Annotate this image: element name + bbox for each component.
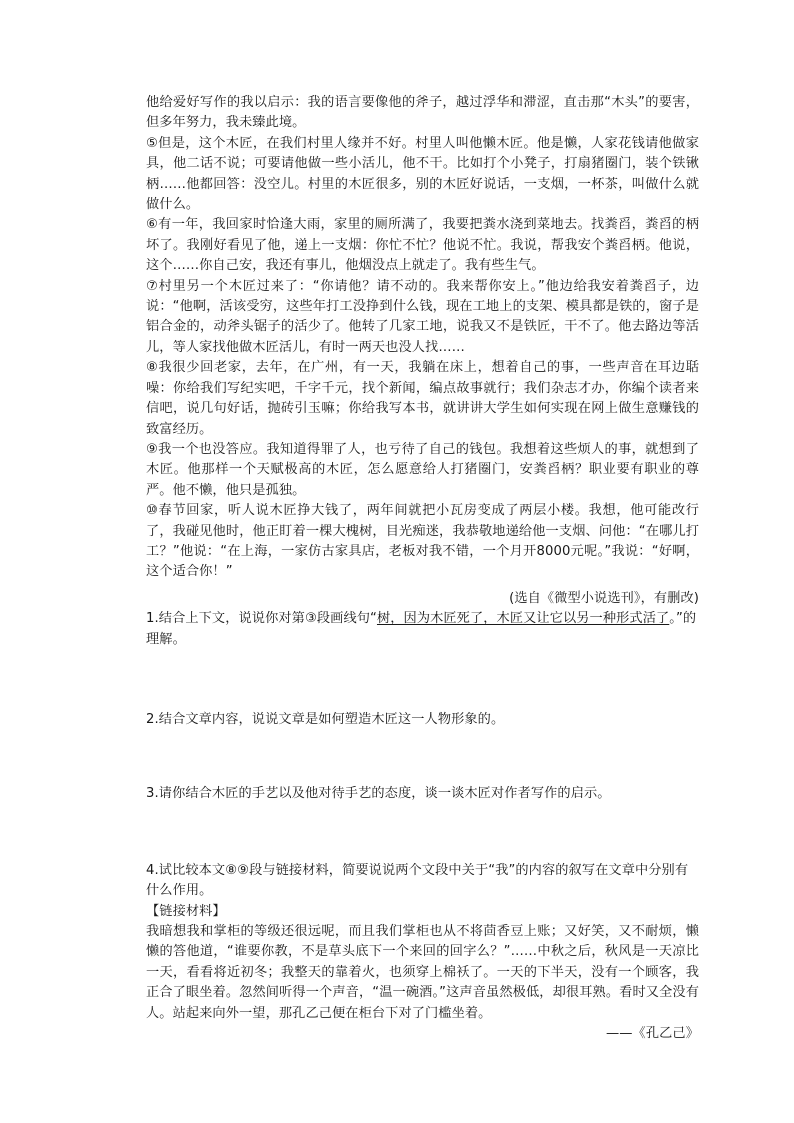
story-paragraph: 他给爱好写作的我以启示：我的语言要像他的斧子，越过浮华和滞涩，直击那“木头”的要害，但多年努力，我未臻此境。: [146, 95, 699, 131]
story-paragraph-9: ⑨我一个也没答应。我知道得罪了人，也亏待了自己的钱包。我想着这些烦人的事，就想到了木匠。他那样一个天赋极高的木匠，怎么愿意给人打猪圈门，安粪舀柄？职业要有职业的尊严。他不懒，他只是孤独。: [146, 441, 699, 498]
question-1-prefix: 1.结合上下文，说说你对第③段画线句“: [146, 611, 377, 627]
source-note: (选自《微型小说选刊》，有删改): [509, 590, 699, 606]
answer-space-1: [146, 650, 699, 710]
question-1-suffix: 。”的理解。: [146, 611, 697, 647]
question-3: 3.请你结合木匠的手艺以及他对待手艺的态度，谈一谈木匠对作者写作的启示。: [146, 786, 611, 802]
story-paragraph-6: ⑥有一年，我回家时恰逢大雨，家里的厕所满了，我要把粪水浇到菜地去。找粪舀，粪舀的柄坏了。我刚好看见了他，递上一支烟：你忙不忙？他说不忙。我说，帮我安个粪舀柄。他说，这个……你自己安，我还有事儿，他烟没点上就走了。我有些生气。: [146, 217, 699, 274]
story-paragraph-8: ⑧我很少回老家，去年，在广州，有一天，我躺在床上，想着自己的事，一些声音在耳边聒噪：你给我们写纪实吧，千字千元，找个新闻，编点故事就行；我们杂志才办，你编个读者来信吧，说几句好话，抛砖引玉嘛；你给我写本书，就讲讲大学生如何实现在网上做生意赚钱的致富经历。: [146, 360, 699, 437]
answer-space-3: [146, 805, 699, 861]
question-2: 2.结合文章内容，说说文章是如何塑造木匠这一人物形象的。: [146, 711, 505, 727]
story-paragraph-5: ⑤但是，这个木匠，在我们村里人缘并不好。村里人叫他懒木匠。他是懒，人家花钱请他做家具，他二话不说；可要请他做一些小活儿，他不干。比如打个小凳子，打扇猪圈门，装个铁锹柄……他都回答：没空儿。村里的木匠很多，别的木匠好说话，一支烟，一杯茶，叫做什么就做什么。: [146, 135, 699, 213]
link-material-attribution: ——《孔乙己》: [605, 1026, 699, 1042]
story-text: [146, 93, 699, 583]
link-material-label: 【链接材料】: [146, 903, 226, 919]
question-4: 4.试比较本文⑧⑨段与链接材料，简要说说两个文段中关于“我”的内容的叙写在文章中分别有什么作用。: [146, 862, 689, 899]
answer-space-2: [146, 730, 699, 784]
story-paragraph-7: ⑦村里另一个木匠过来了：“你请他？请不动的。我来帮你安上。”他边给我安着粪舀子，边说：“他啊，活该受穷，这些年打工没挣到什么钱，现在工地上的支架、模具都是铁的，窗子是铝合金的，动斧头锯子的活少了。他转了几家工地，说我又不是铁匠，干不了。他去路边等活儿，等人家找他做木匠活儿，有时一两天也没人找……: [146, 278, 699, 355]
link-material-text: 我暗想我和掌柜的等级还很远呢，而且我们掌柜也从不将茴香豆上账；又好笑，又不耐烦，懒懒的答他道，“谁要你教，不是草头底下一个来回的回字么？”……中秋之后，秋风是一天凉比一天，看看将近初冬；我整天的靠着火，也须穿上棉袄了。一天的下半天，没有一个顾客，我正合了眼坐着。忽然间听得一个声音，“温一碗酒。”这声音虽然极低，却很耳熟。看时又全没有人。站起来向外一望，那孔乙己便在柜台下对了门槛坐着。: [146, 924, 699, 1021]
question-1: [146, 609, 699, 650]
question-1-underlined-sentence: 树，因为木匠死了，木匠又让它以另一种形式活了: [376, 611, 670, 627]
story-paragraph-10: ⑩春节回家，听人说木匠挣大钱了，两年间就把小瓦房变成了两层小楼。我想，他可能改行了，我碰见他时，他正盯着一棵大槐树，目光痴迷，我恭敬地递给他一支烟、问他：“在哪儿打工？”他说：“在上海，一家仿古家具店，老板对我不错，一个月开8000元呢。”我说：“好啊，这个适合你！”: [146, 503, 699, 580]
